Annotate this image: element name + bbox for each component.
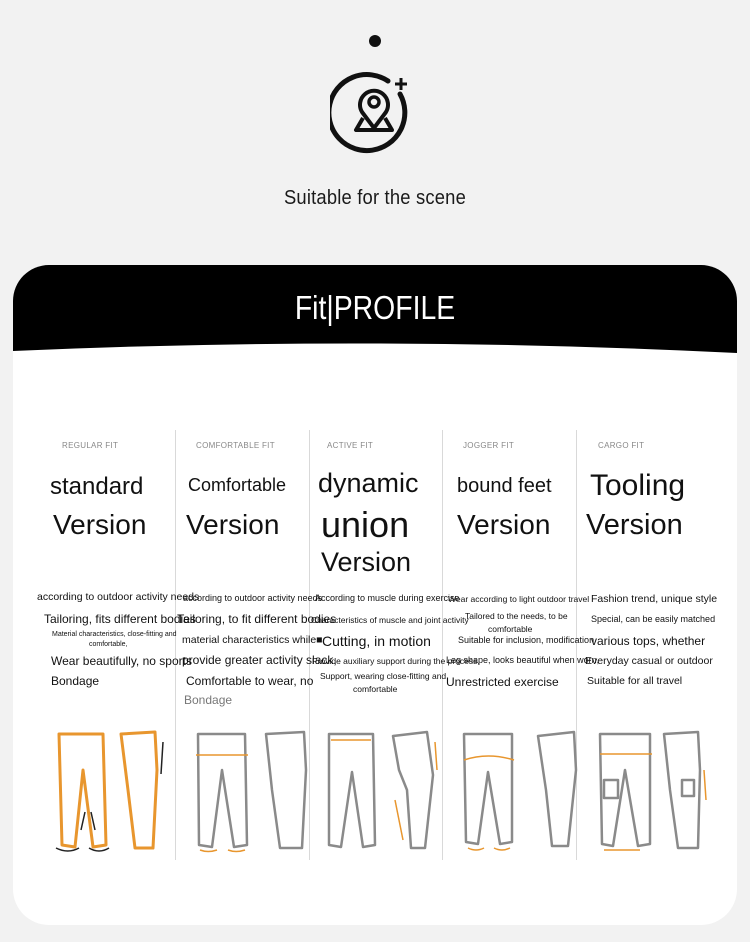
fit-column-regular <box>13 430 200 860</box>
fit-label: COMFORTABLE FIT <box>196 441 275 450</box>
scene-title: Suitable for the scene <box>283 187 467 209</box>
headline-line: bound feet <box>457 475 552 497</box>
description-line: Provide auxiliary support during the process, <box>312 656 480 666</box>
description-line: Cutting, in motion <box>322 633 431 649</box>
description-line: Tailoring, fits different bodies <box>44 612 196 626</box>
headline-line: standard <box>50 473 144 500</box>
headline-line: Tooling <box>590 469 686 502</box>
cargo-fit-pants-icon <box>594 730 719 855</box>
description-line: Characteristics of muscle and joint activity <box>311 615 469 625</box>
regular-fit-pants-icon <box>53 730 173 855</box>
description-line: Everyday casual or outdoor <box>585 655 713 667</box>
profile-title: Fit|PROFILE <box>294 289 456 326</box>
description-line: Bondage <box>184 693 233 707</box>
description-line: Leg shape, looks beautiful when worn, <box>446 655 600 665</box>
fit-label: ACTIVE FIT <box>327 441 374 450</box>
headline-line: dynamic <box>318 468 419 498</box>
description-line: Suitable for inclusion, modification <box>458 635 595 645</box>
comfortable-fit-pants-icon <box>190 730 310 855</box>
headline-line: Version <box>457 509 551 540</box>
fit-column-jogger <box>442 430 600 860</box>
description-line: Tailored to the needs, to be <box>465 611 568 621</box>
fit-label: REGULAR FIT <box>62 441 119 450</box>
description-line: Support, wearing close-fitting and <box>320 671 447 681</box>
description-line: Comfortable to wear, no <box>186 674 314 688</box>
description-line: provide greater activity slack, <box>182 653 337 667</box>
headline-line: Comfortable <box>188 475 287 495</box>
headline-line: Version <box>186 509 280 540</box>
jogger-fit-pants-icon <box>458 730 578 855</box>
top-dot <box>369 35 381 47</box>
fit-column-active <box>309 430 480 860</box>
description-line: Unrestricted exercise <box>446 675 559 689</box>
description-line: Special, can be easily matched <box>591 614 716 624</box>
headline-line: Version <box>586 509 683 541</box>
description-line: According to muscle during exercise <box>315 593 460 603</box>
description-line: Wear beautifully, no sports <box>51 654 192 668</box>
description-line: Bondage <box>51 674 100 688</box>
location-pin-plus-icon <box>330 70 422 156</box>
description-line: comfortable, <box>89 641 128 648</box>
card-header <box>13 265 737 355</box>
fit-profile-card <box>13 265 737 925</box>
fit-label: JOGGER FIT <box>463 441 514 450</box>
description-line: Material characteristics, close-fitting and <box>52 631 177 638</box>
fit-label: CARGO FIT <box>598 441 645 450</box>
description-line: comfortable <box>353 684 398 694</box>
description-line: according to outdoor activity needs <box>183 593 323 603</box>
description-line: according to outdoor activity needs <box>37 591 200 603</box>
headline-line: Version <box>53 509 147 540</box>
description-line: Fashion trend, unique style <box>591 593 718 605</box>
description-line: Suitable for all travel <box>587 675 683 687</box>
headline-line: union <box>321 504 410 545</box>
description-line: Wear according to light outdoor travel <box>448 594 590 604</box>
description-line: Tailoring, to fit different bodies <box>177 612 337 626</box>
description-line: various tops, whether <box>591 634 706 648</box>
fit-column-cargo <box>576 430 737 860</box>
headline-line: Version <box>321 547 412 577</box>
description-line: comfortable <box>488 624 533 634</box>
active-fit-pants-icon <box>323 730 443 855</box>
fit-column-comfortable <box>175 430 337 860</box>
description-line: material characteristics while■ <box>182 634 323 646</box>
